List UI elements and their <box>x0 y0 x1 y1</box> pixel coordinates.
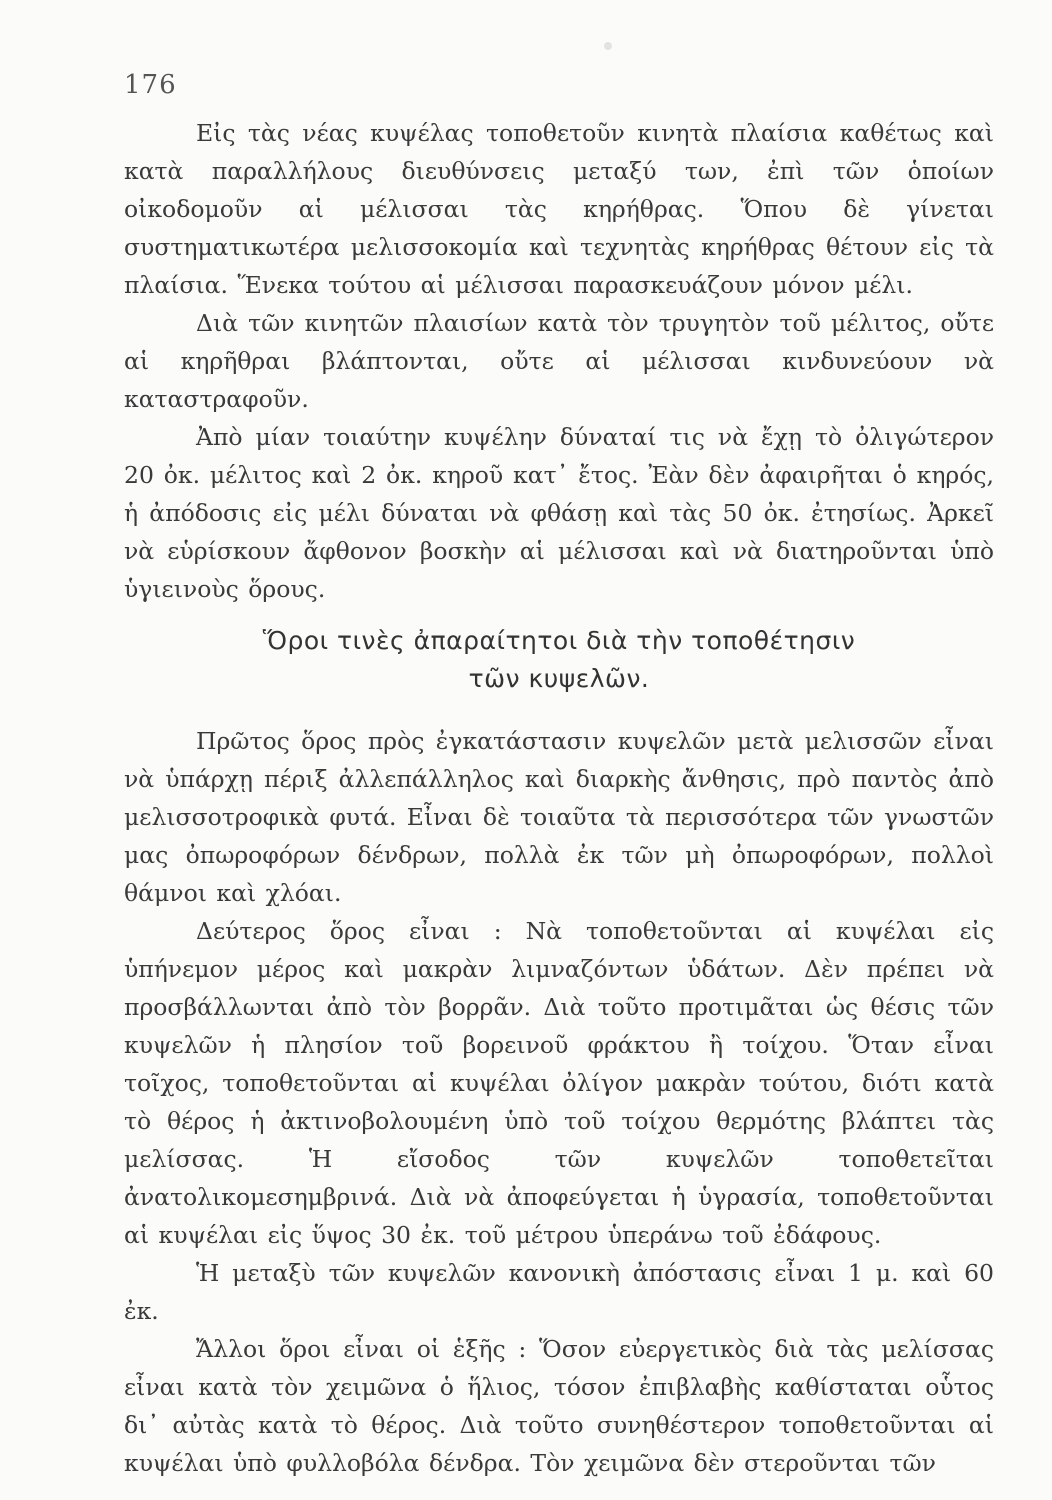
section-heading-line-1: Ὅροι τινὲς ἀπαραίτητοι διὰ τὴν τοποθέτησιν <box>262 626 856 655</box>
section-heading <box>124 622 994 698</box>
section-heading-line-2: τῶν κυψελῶν. <box>468 664 650 693</box>
page-number: 176 <box>124 70 177 100</box>
paragraph-first-condition: Πρῶτος ὅρος πρὸς ἐγκατάστασιν κυψελῶν μετὰ μελισσῶν εἶναι νὰ ὑπάρχῃ πέριξ ἀλλεπάλληλος καὶ διαρκὴς ἄνθησις, πρὸ παντὸς ἀπὸ μελισσοτροφικὰ φυτά. Εἶναι δὲ τοιαῦτα τὰ περισσότερα τῶν γνωστῶν μας ὀπωροφόρων δένδρων, πολλὰ ἐκ τῶν μὴ ὀπωροφόρων, πολλοὶ θάμνοι καὶ χλόαι. <box>124 727 994 907</box>
paragraph-other-conditions: Ἄλλοι ὅροι εἶναι οἱ ἑξῆς : Ὅσον εὐεργετικὸς διὰ τὰς μελίσσας εἶναι κατὰ τὸν χειμῶνα ὁ ἥλιος, τόσον ἐπιβλαβὴς καθίσταται οὗτος δι᾽ αὐτὰς κατὰ τὸ θέρος. Διὰ τοῦτο συνηθέστερον τοποθετοῦνται αἱ κυψέλαι ὑπὸ φυλλοβόλα δένδρα. Τὸν χειμῶνα δὲν στεροῦνται τῶν <box>124 1335 994 1477</box>
paper-speck <box>604 42 612 50</box>
paragraph-second-condition: Δεύτερος ὅρος εἶναι : Νὰ τοποθετοῦνται αἱ κυψέλαι εἰς ὑπήνεμον μέρος καὶ μακρὰν λιμναζόντων ὑδάτων. Δὲν πρέπει νὰ προσβάλλωνται ἀπὸ τὸν βορρᾶν. Διὰ τοῦτο προτιμᾶται ὡς θέσις τῶν κυψελῶν ἡ πλησίον τοῦ βορεινοῦ φράκτου ἢ τοίχου. Ὅταν εἶναι τοῖχος, τοποθετοῦνται αἱ κυψέλαι ὀλίγον μακρὰν τούτου, διότι κατὰ τὸ θέρος ἡ ἀκτινοβολουμένη ὑπὸ τοῦ τοίχου θερμότης βλάπτει τὰς μελίσσας. Ἡ εἴσοδος τῶν κυψελῶν τοποθετεῖται ἀνατολικομεσημβρινά. Διὰ νὰ ἀποφεύγεται ἡ ὑγρασία, τοποθετοῦνται αἱ κυψέλαι εἰς ὕψος 30 ἐκ. τοῦ μέτρου ὑπεράνω τοῦ ἐδάφους. <box>124 917 994 1249</box>
section-2-text <box>124 722 994 1482</box>
paragraph-movable-frames: Εἰς τὰς νέας κυψέλας τοποθετοῦν κινητὰ πλαίσια καθέτως καὶ κατὰ παραλλήλους διευθύνσεις μεταξύ των, ἐπὶ τῶν ὁποίων οἰκοδομοῦν αἱ μέλισσαι τὰς κηρήθρας. Ὅπου δὲ γίνεται συστηματικωτέρα μελισσοκομία καὶ τεχνητὰς κηρήθρας θέτουν εἰς τὰ πλαίσια. Ἕνεκα τούτου αἱ μέλισσαι παρασκευάζουν μόνον μέλι. <box>124 119 994 299</box>
paragraph-hive-yield: Ἀπὸ μίαν τοιαύτην κυψέλην δύναταί τις νὰ ἔχῃ τὸ ὀλιγώτερον 20 ὀκ. μέλιτος καὶ 2 ὀκ. κηροῦ κατ᾽ ἔτος. Ἐὰν δὲν ἀφαιρῆται ὁ κηρός, ἡ ἀπόδοσις εἰς μέλι δύναται νὰ φθάσῃ καὶ τὰς 50 ὀκ. ἐτησίως. Ἀρκεῖ νὰ εὑρίσκουν ἄφθονον βοσκὴν αἱ μέλισσαι καὶ νὰ διατηροῦνται ὑπὸ ὑγιεινοὺς ὅρους. <box>124 423 994 603</box>
paragraph-frame-advantages: Διὰ τῶν κινητῶν πλαισίων κατὰ τὸν τρυγητὸν τοῦ μέλιτος, οὔτε αἱ κηρῆθραι βλάπτονται, οὔτε αἱ μέλισσαι κινδυνεύουν νὰ καταστραφοῦν. <box>124 309 994 413</box>
section-1-text <box>124 114 994 608</box>
paragraph-hive-distance: Ἡ μεταξὺ τῶν κυψελῶν κανονικὴ ἀπόστασις εἶναι 1 μ. καὶ 60 ἐκ. <box>124 1259 994 1325</box>
